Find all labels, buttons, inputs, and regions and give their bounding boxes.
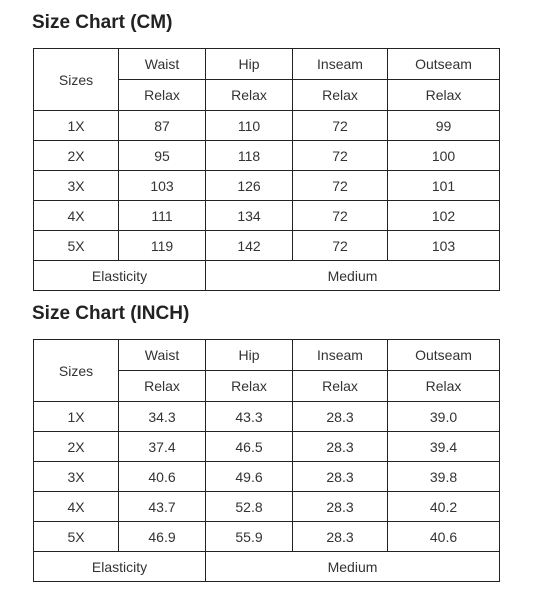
table-row bbox=[34, 462, 500, 492]
inseam-cell: 28.3 bbox=[293, 402, 388, 432]
elasticity-row bbox=[34, 261, 500, 291]
size-cell: 1X bbox=[34, 111, 119, 141]
inseam-cell: 28.3 bbox=[293, 492, 388, 522]
hip-header: Hip bbox=[206, 49, 293, 80]
table-row bbox=[34, 201, 500, 231]
waist-cell: 87 bbox=[119, 111, 206, 141]
hip-cell: 118 bbox=[206, 141, 293, 171]
elasticity-value: Medium bbox=[206, 552, 500, 582]
table-row bbox=[34, 111, 500, 141]
size-cell: 5X bbox=[34, 231, 119, 261]
inseam-cell: 72 bbox=[293, 111, 388, 141]
waist-cell: 40.6 bbox=[119, 462, 206, 492]
size-cell: 5X bbox=[34, 522, 119, 552]
table-row bbox=[34, 492, 500, 522]
inch-chart-title: Size Chart (INCH) bbox=[32, 303, 190, 324]
waist-header: Waist bbox=[119, 340, 206, 371]
table-row bbox=[34, 231, 500, 261]
waist-cell: 37.4 bbox=[119, 432, 206, 462]
table-row bbox=[34, 141, 500, 171]
cm-size-table bbox=[33, 48, 500, 291]
hip-cell: 52.8 bbox=[206, 492, 293, 522]
hip-subheader: Relax bbox=[206, 80, 293, 111]
hip-cell: 49.6 bbox=[206, 462, 293, 492]
size-cell: 4X bbox=[34, 492, 119, 522]
size-cell: 3X bbox=[34, 171, 119, 201]
inseam-cell: 28.3 bbox=[293, 462, 388, 492]
table-row bbox=[34, 171, 500, 201]
hip-cell: 142 bbox=[206, 231, 293, 261]
size-cell: 3X bbox=[34, 462, 119, 492]
sizes-header: Sizes bbox=[34, 340, 119, 402]
elasticity-row bbox=[34, 552, 500, 582]
elasticity-label: Elasticity bbox=[34, 261, 206, 291]
inseam-cell: 72 bbox=[293, 231, 388, 261]
outseam-cell: 40.6 bbox=[388, 522, 500, 552]
size-cell: 1X bbox=[34, 402, 119, 432]
inseam-subheader: Relax bbox=[293, 80, 388, 111]
outseam-subheader: Relax bbox=[388, 371, 500, 402]
outseam-subheader: Relax bbox=[388, 80, 500, 111]
outseam-header: Outseam bbox=[388, 340, 500, 371]
cm-chart-title: Size Chart (CM) bbox=[32, 12, 173, 33]
outseam-cell: 39.4 bbox=[388, 432, 500, 462]
hip-cell: 55.9 bbox=[206, 522, 293, 552]
waist-cell: 95 bbox=[119, 141, 206, 171]
waist-header: Waist bbox=[119, 49, 206, 80]
table-header-row bbox=[34, 340, 500, 371]
hip-cell: 134 bbox=[206, 201, 293, 231]
size-cell: 2X bbox=[34, 432, 119, 462]
hip-header: Hip bbox=[206, 340, 293, 371]
outseam-cell: 99 bbox=[388, 111, 500, 141]
outseam-cell: 40.2 bbox=[388, 492, 500, 522]
waist-cell: 111 bbox=[119, 201, 206, 231]
table-row bbox=[34, 432, 500, 462]
hip-cell: 43.3 bbox=[206, 402, 293, 432]
inch-size-table bbox=[33, 339, 500, 582]
waist-cell: 46.9 bbox=[119, 522, 206, 552]
elasticity-label: Elasticity bbox=[34, 552, 206, 582]
waist-cell: 103 bbox=[119, 171, 206, 201]
waist-cell: 43.7 bbox=[119, 492, 206, 522]
waist-subheader: Relax bbox=[119, 80, 206, 111]
size-cell: 2X bbox=[34, 141, 119, 171]
table-header-row bbox=[34, 49, 500, 80]
inseam-header: Inseam bbox=[293, 49, 388, 80]
inseam-header: Inseam bbox=[293, 340, 388, 371]
hip-subheader: Relax bbox=[206, 371, 293, 402]
elasticity-value: Medium bbox=[206, 261, 500, 291]
waist-subheader: Relax bbox=[119, 371, 206, 402]
outseam-cell: 102 bbox=[388, 201, 500, 231]
inseam-subheader: Relax bbox=[293, 371, 388, 402]
hip-cell: 126 bbox=[206, 171, 293, 201]
inseam-cell: 72 bbox=[293, 201, 388, 231]
sizes-header: Sizes bbox=[34, 49, 119, 111]
waist-cell: 34.3 bbox=[119, 402, 206, 432]
outseam-cell: 39.8 bbox=[388, 462, 500, 492]
outseam-cell: 39.0 bbox=[388, 402, 500, 432]
outseam-cell: 100 bbox=[388, 141, 500, 171]
table-row bbox=[34, 522, 500, 552]
waist-cell: 119 bbox=[119, 231, 206, 261]
hip-cell: 110 bbox=[206, 111, 293, 141]
table-row bbox=[34, 402, 500, 432]
outseam-cell: 101 bbox=[388, 171, 500, 201]
hip-cell: 46.5 bbox=[206, 432, 293, 462]
inseam-cell: 28.3 bbox=[293, 432, 388, 462]
outseam-cell: 103 bbox=[388, 231, 500, 261]
outseam-header: Outseam bbox=[388, 49, 500, 80]
size-cell: 4X bbox=[34, 201, 119, 231]
inseam-cell: 72 bbox=[293, 171, 388, 201]
inseam-cell: 28.3 bbox=[293, 522, 388, 552]
inseam-cell: 72 bbox=[293, 141, 388, 171]
